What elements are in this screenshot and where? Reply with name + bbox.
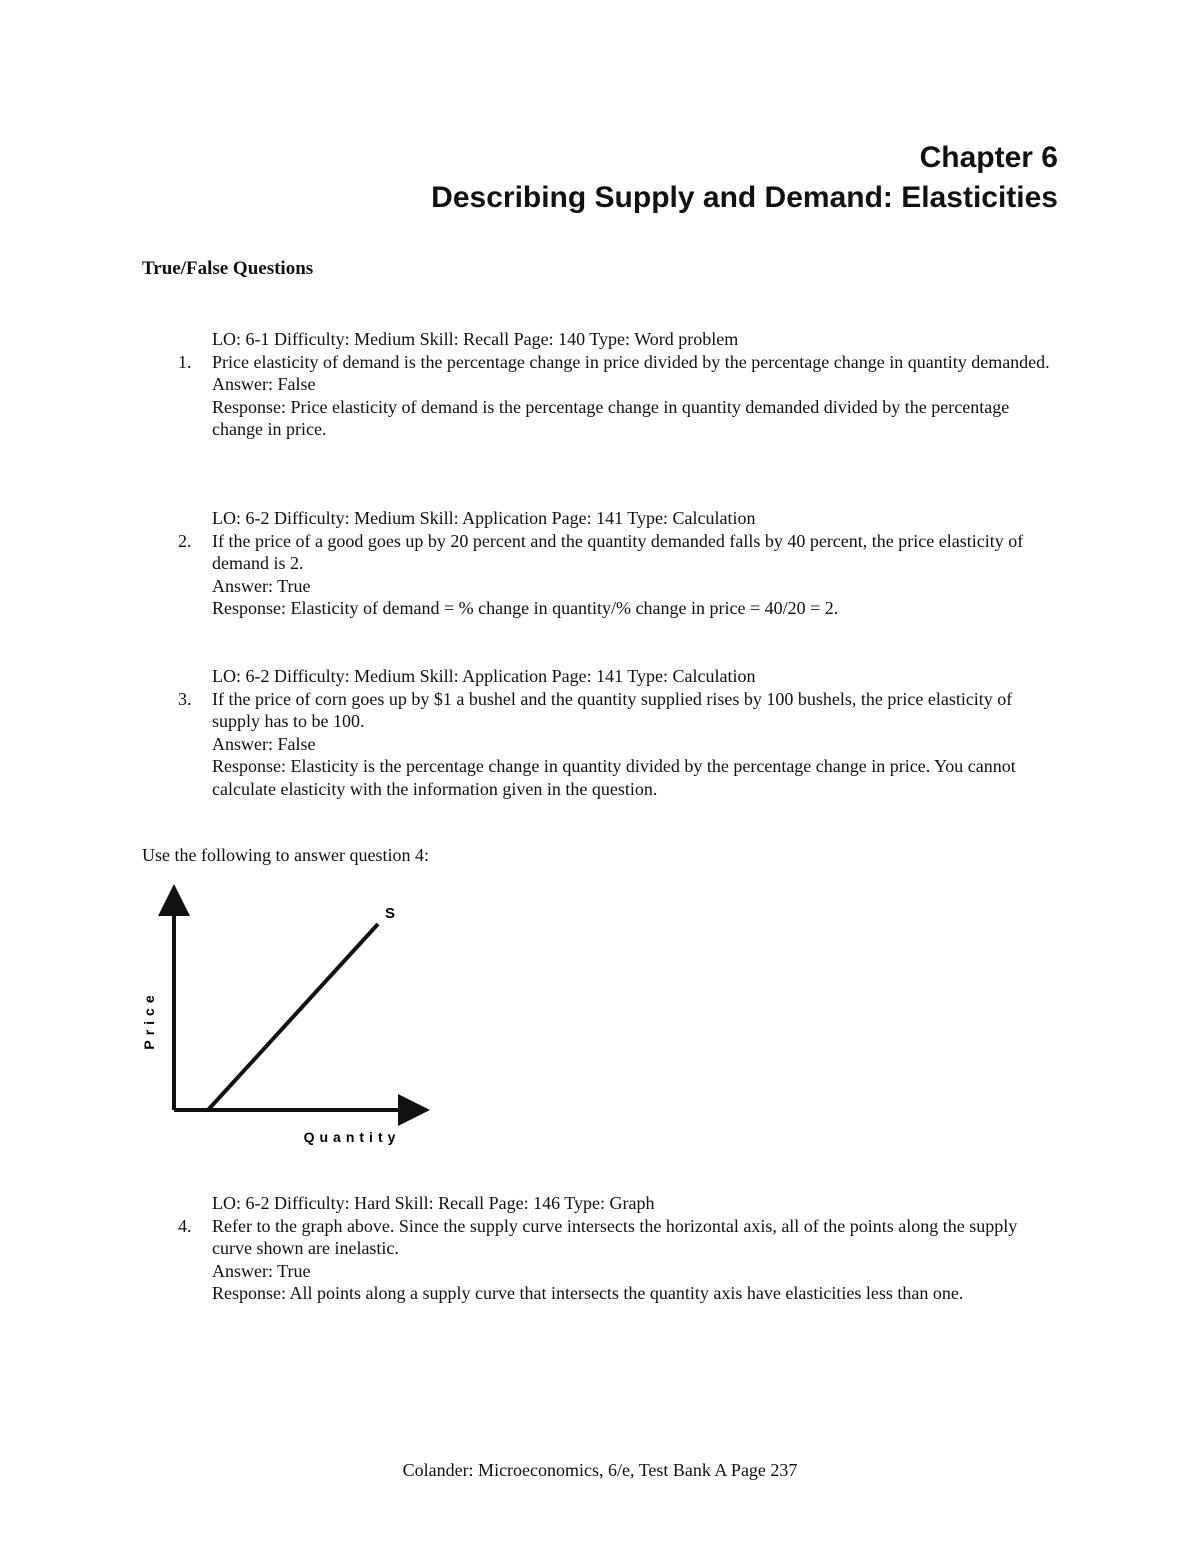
question-1: [178, 328, 1058, 441]
question-4: [178, 1192, 1058, 1305]
question-answer: Answer: True: [212, 575, 311, 596]
use-following-instruction: Use the following to answer question 4:: [142, 845, 429, 865]
y-axis-label: Price: [141, 990, 157, 1050]
question-2: [178, 507, 1058, 620]
question-text: If the price of a good goes up by 20 percent and the quantity demanded falls by 40 percent, the price elasticity of demand is 2.: [212, 530, 1024, 573]
supply-curve: [208, 924, 378, 1110]
question-meta: LO: 6-2 Difficulty: Medium Skill: Application Page: 141 Type: Calculation: [212, 508, 756, 528]
question-meta: LO: 6-1 Difficulty: Medium Skill: Recall Page: 140 Type: Word problem: [212, 329, 739, 349]
chapter-number: Chapter 6: [919, 141, 1058, 174]
question-text: If the price of corn goes up by $1 a bushel and the quantity supplied rises by 100 bushels, the price elasticity of supply has to be 100.: [212, 688, 1013, 731]
question-number: 2.: [178, 530, 192, 551]
question-number: 1.: [178, 351, 192, 372]
page-footer: Colander: Microeconomics, 6/e, Test Bank A Page 237: [402, 1460, 798, 1480]
question-answer: Answer: False: [212, 733, 316, 754]
question-meta: LO: 6-2 Difficulty: Medium Skill: Application Page: 141 Type: Calculation: [212, 666, 756, 686]
question-text: Refer to the graph above. Since the supply curve intersects the horizontal axis, all of the points along the supply curve shown are inelastic.: [212, 1215, 1018, 1258]
question-response: Response: Price elasticity of demand is the percentage change in quantity demanded divided by the percentage change in price.: [212, 396, 1010, 439]
question-meta: LO: 6-2 Difficulty: Hard Skill: Recall Page: 146 Type: Graph: [212, 1193, 655, 1213]
chapter-header: [431, 138, 1058, 218]
curve-label: S: [385, 905, 396, 922]
supply-graph: [130, 880, 450, 1160]
question-answer: Answer: False: [212, 374, 316, 394]
question-text: Price elasticity of demand is the percentage change in price divided by the percentage change in quantity demanded.: [212, 351, 1050, 372]
question-number: 3.: [178, 688, 192, 709]
chapter-title: Describing Supply and Demand: Elasticities: [431, 181, 1058, 214]
question-response: Response: Elasticity is the percentage change in quantity divided by the percentage change in price. You cannot calculate elasticity with the information given in the question.: [212, 756, 1016, 799]
x-axis-label: Quantity: [303, 1129, 401, 1145]
question-response: Response: Elasticity of demand = % change in quantity/% change in price = 40/20 = 2.: [212, 598, 839, 618]
question-answer: Answer: True: [212, 1260, 311, 1281]
question-3: [178, 665, 1058, 800]
question-number: 4.: [178, 1215, 192, 1236]
question-response: Response: All points along a supply curve that intersects the quantity axis have elasticities less than one.: [212, 1283, 964, 1303]
section-title: True/False Questions: [142, 258, 314, 279]
